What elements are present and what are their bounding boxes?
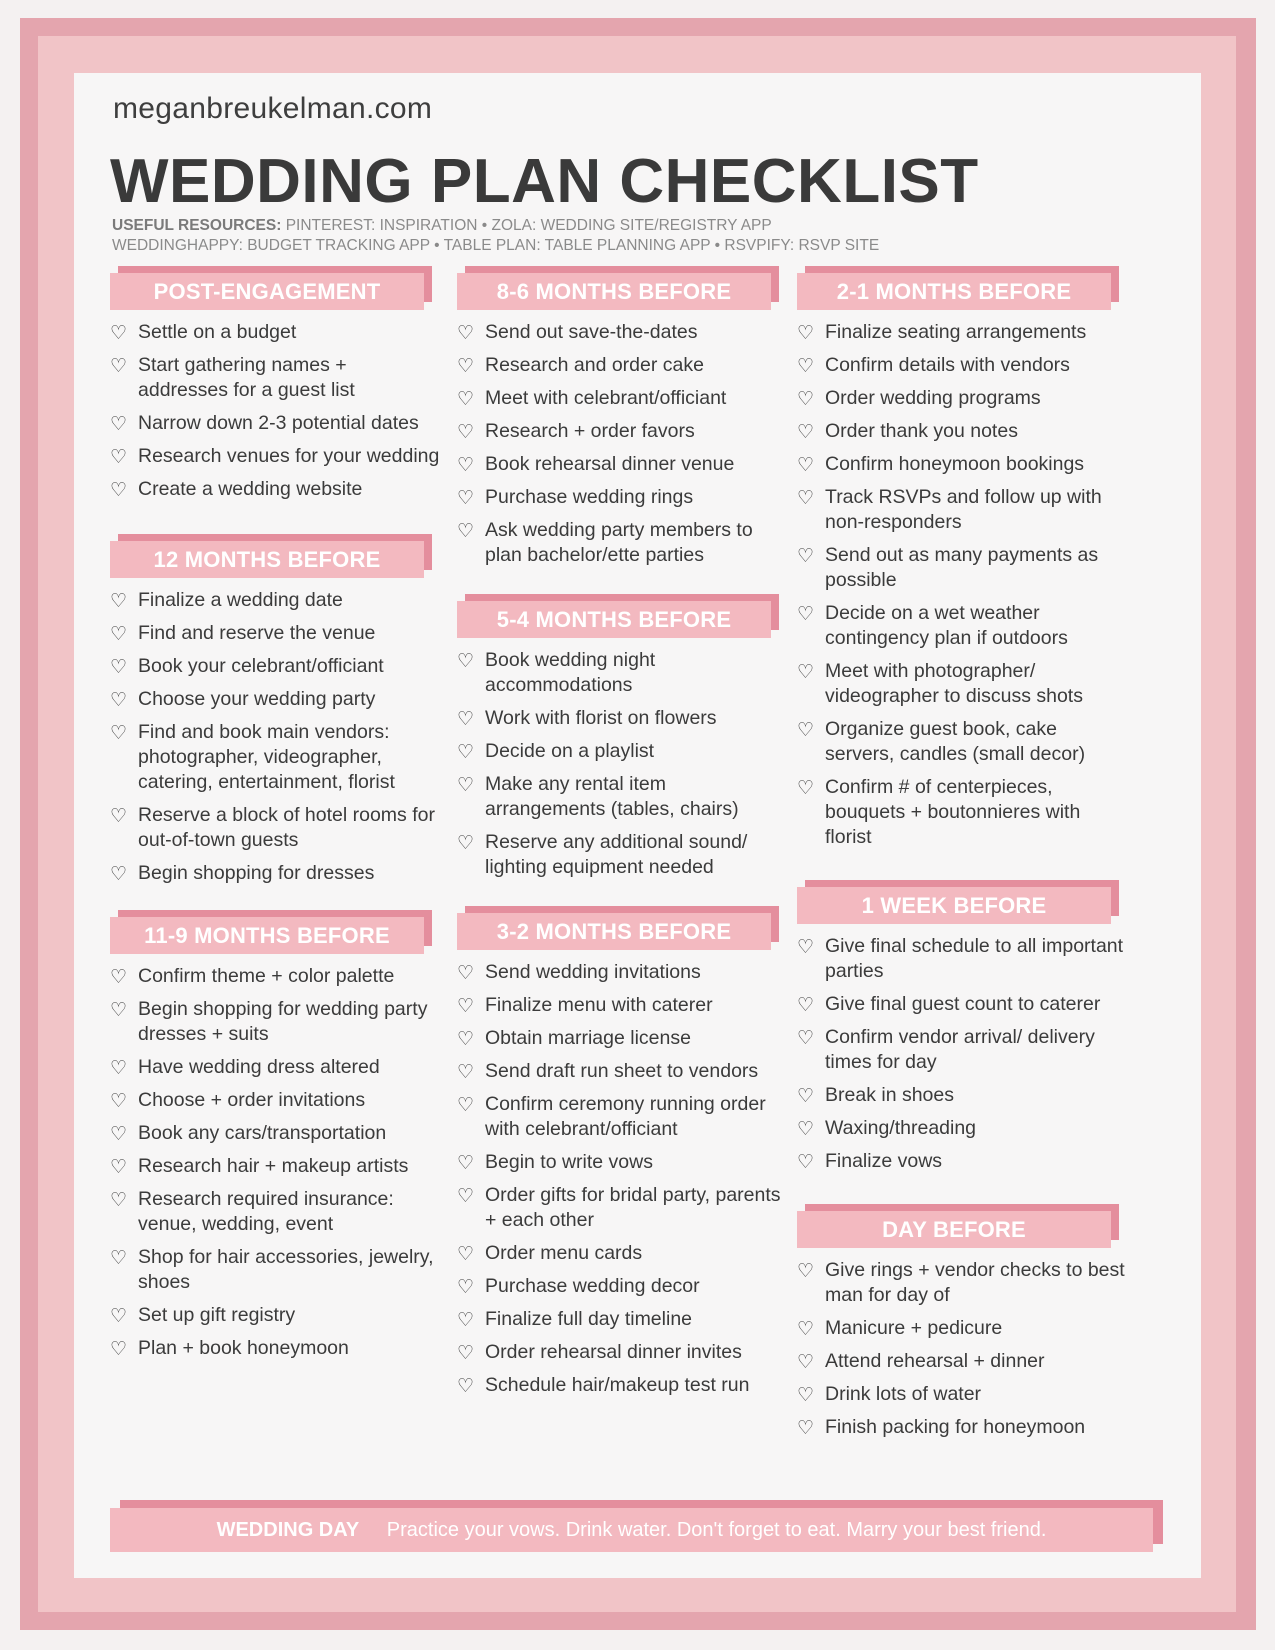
heart-checkbox-icon[interactable]: ♡ [797,1352,815,1373]
checklist-item-label: Finalize vows [825,1150,943,1172]
checklist-item-label: Book wedding night accommodations [485,649,656,696]
checklist-item[interactable] [797,1083,1127,1108]
heart-checkbox-icon[interactable]: ♡ [457,1310,475,1331]
heart-checkbox-icon[interactable]: ♡ [110,723,128,744]
heart-checkbox-icon[interactable]: ♡ [797,488,815,509]
checklist-item[interactable] [797,1382,1127,1407]
checklist-item-label: Make any rental item arrangements (tables, chairs) [485,773,739,820]
checklist-section [457,266,787,568]
checklist-item-label: Manicure + pedicure [825,1317,1003,1339]
heart-checkbox-icon[interactable]: ♡ [457,488,475,509]
heart-checkbox-icon[interactable]: ♡ [797,1261,815,1282]
checklist-item[interactable] [457,1340,787,1365]
checklist-item[interactable] [110,1187,440,1237]
checklist-item[interactable] [457,1059,787,1084]
section-header [797,880,1119,924]
checklist-item-label: Find and book main vendors: photographer, videographer, catering, entertainment, florist [138,721,395,793]
checklist-item[interactable] [110,1303,440,1328]
heart-checkbox-icon[interactable]: ♡ [797,1418,815,1439]
checklist-item-label: Reserve a block of hotel rooms for out-of-town guests [138,804,435,851]
checklist-item[interactable] [457,648,787,698]
heart-checkbox-icon[interactable]: ♡ [457,963,475,984]
checklist-item-label: Confirm ceremony running order with celebrant/officiant [485,1093,766,1140]
checklist-section [110,266,440,502]
checklist [797,1258,1127,1440]
checklist-item-label: Purchase wedding decor [485,1275,700,1297]
checklist-item[interactable] [110,320,440,345]
checklist-item-label: Waxing/threading [825,1117,977,1139]
checklist-item-label: Book your celebrant/officiant [138,655,384,677]
checklist-section [457,906,787,1398]
checklist-item-label: Schedule hair/makeup test run [485,1374,750,1396]
checklist-item-label: Track RSVPs and follow up with non-responders [825,486,1102,533]
heart-checkbox-icon[interactable]: ♡ [110,864,128,885]
checklist-item[interactable] [797,353,1127,378]
resources-line-2: WEDDINGHAPPY: BUDGET TRACKING APP • TABLE PLAN: TABLE PLANNING APP • RSVPIFY: RSVP SITE [112,237,880,254]
checklist-section [110,910,440,1361]
checklist-item[interactable] [797,419,1127,444]
checklist-item-label: Send wedding invitations [485,961,701,983]
checklist-item[interactable] [457,353,787,378]
checklist-item-label: Send draft run sheet to vendors [485,1060,759,1082]
checklist-item[interactable] [457,1026,787,1051]
heart-checkbox-icon[interactable]: ♡ [457,422,475,443]
heart-checkbox-icon[interactable]: ♡ [797,455,815,476]
checklist-item[interactable] [457,1274,787,1299]
checklist-item-label: Order thank you notes [825,420,1018,442]
checklist [457,648,787,880]
checklist-item-label: Finish packing for honeymoon [825,1416,1086,1438]
checklist-item[interactable] [797,452,1127,477]
checklist-item-label: Book rehearsal dinner venue [485,453,735,475]
checklist-item[interactable] [797,992,1127,1017]
section-title: 1 WEEK BEFORE [797,887,1111,924]
heart-checkbox-icon[interactable]: ♡ [110,1157,128,1178]
banner-text: Practice your vows. Drink water. Don't forget to eat. Marry your best friend. [386,1519,1047,1541]
checklist-item[interactable] [110,861,440,886]
checklist [457,320,787,568]
checklist-item[interactable] [457,419,787,444]
checklist [457,960,787,1398]
checklist-item-label: Confirm vendor arrival/ delivery times for day [825,1026,1095,1073]
checklist-item[interactable] [110,1154,440,1179]
section-title: POST-ENGAGEMENT [110,273,424,310]
heart-checkbox-icon[interactable]: ♡ [457,323,475,344]
useful-resources [112,216,879,256]
checklist-item-label: Research hair + makeup artists [138,1155,409,1177]
checklist-item-label: Begin shopping for dresses [138,862,375,884]
section-title: 12 MONTHS BEFORE [110,541,424,578]
heart-checkbox-icon[interactable]: ♡ [797,389,815,410]
checklist-item[interactable] [797,601,1127,651]
wedding-day-banner [110,1500,1163,1552]
checklist-item-label: Order wedding programs [825,387,1041,409]
section-title: 8-6 MONTHS BEFORE [457,273,771,310]
checklist-item-label: Send out as many payments as possible [825,544,1099,591]
checklist-item[interactable] [797,1258,1127,1308]
checklist-item-label: Give final schedule to all important parties [825,935,1124,982]
checklist-item[interactable] [457,386,787,411]
heart-checkbox-icon[interactable]: ♡ [110,1306,128,1327]
checklist-item-label: Finalize menu with caterer [485,994,713,1016]
checklist-item-label: Find and reserve the venue [138,622,376,644]
checklist-item-label: Break in shoes [825,1084,954,1106]
checklist-item-label: Order gifts for bridal party, parents + each other [485,1184,781,1231]
checklist-item[interactable] [110,588,440,613]
banner-label: WEDDING DAY [216,1519,360,1541]
heart-checkbox-icon[interactable]: ♡ [797,604,815,625]
heart-checkbox-icon[interactable]: ♡ [797,422,815,443]
section-header [110,266,432,310]
checklist-item-label: Order rehearsal dinner invites [485,1341,742,1363]
checklist-item[interactable] [110,964,440,989]
checklist-item[interactable] [457,706,787,731]
checklist-item[interactable] [457,830,787,880]
heart-checkbox-icon[interactable]: ♡ [110,806,128,827]
section-title: 3-2 MONTHS BEFORE [457,913,771,950]
checklist-item-label: Plan + book honeymoon [138,1337,349,1359]
heart-checkbox-icon[interactable]: ♡ [457,1029,475,1050]
checklist-item-label: Book any cars/transportation [138,1122,387,1144]
heart-checkbox-icon[interactable]: ♡ [110,690,128,711]
checklist-item-label: Give final guest count to caterer [825,993,1101,1015]
heart-checkbox-icon[interactable]: ♡ [110,1248,128,1269]
site-url: meganbreukelman.com [113,92,433,125]
section-title: 5-4 MONTHS BEFORE [457,601,771,638]
checklist-item-label: Begin to write vows [485,1151,653,1173]
checklist-item-label: Choose your wedding party [138,688,376,710]
resources-list-1: PINTEREST: INSPIRATION • ZOLA: WEDDING SITE/REGISTRY APP [285,217,772,234]
checklist-section [110,534,440,886]
heart-checkbox-icon[interactable]: ♡ [457,455,475,476]
checklist-item-label: Choose + order invitations [138,1089,366,1111]
checklist-item[interactable] [797,1349,1127,1374]
checklist-item[interactable] [797,386,1127,411]
checklist-item[interactable] [110,687,440,712]
checklist-item-label: Order menu cards [485,1242,643,1264]
checklist-item[interactable] [457,960,787,985]
heart-checkbox-icon[interactable]: ♡ [457,775,475,796]
checklist-item[interactable] [110,997,440,1047]
heart-checkbox-icon[interactable]: ♡ [797,323,815,344]
heart-checkbox-icon[interactable]: ♡ [457,742,475,763]
heart-checkbox-icon[interactable]: ♡ [797,546,815,567]
heart-checkbox-icon[interactable]: ♡ [110,480,128,501]
checklist-item[interactable] [110,477,440,502]
checklist-item[interactable] [457,772,787,822]
heart-checkbox-icon[interactable]: ♡ [797,1385,815,1406]
heart-checkbox-icon[interactable]: ♡ [110,591,128,612]
heart-checkbox-icon[interactable]: ♡ [457,1376,475,1397]
heart-checkbox-icon[interactable]: ♡ [457,1095,475,1116]
checklist-item[interactable] [110,803,440,853]
checklist-item-label: Organize guest book, cake servers, candles (small decor) [825,718,1086,765]
checklist-item[interactable] [110,353,440,403]
checklist-item[interactable] [457,1150,787,1175]
checklist-item[interactable] [457,452,787,477]
heart-checkbox-icon[interactable]: ♡ [110,1339,128,1360]
column-1 [110,266,440,1385]
checklist-item-label: Confirm # of centerpieces, bouquets + boutonnieres with florist [825,776,1081,848]
checklist [797,320,1127,850]
page-title: WEDDING PLAN CHECKLIST [110,147,979,216]
heart-checkbox-icon[interactable]: ♡ [110,1058,128,1079]
checklist-item[interactable] [457,739,787,764]
heart-checkbox-icon[interactable]: ♡ [797,1119,815,1140]
checklist-item-label: Create a wedding website [138,478,363,500]
heart-checkbox-icon[interactable]: ♡ [110,1000,128,1021]
checklist-item[interactable] [110,1336,440,1361]
heart-checkbox-icon[interactable]: ♡ [110,356,128,377]
checklist-item[interactable] [457,993,787,1018]
heart-checkbox-icon[interactable]: ♡ [110,1124,128,1145]
section-header [797,1204,1119,1248]
heart-checkbox-icon[interactable]: ♡ [457,1277,475,1298]
section-header [797,266,1119,310]
section-header [457,906,779,950]
checklist-item[interactable] [797,659,1127,709]
checklist-item[interactable] [797,1415,1127,1440]
checklist-item-label: Finalize seating arrangements [825,321,1087,343]
checklist-item[interactable] [110,621,440,646]
checklist-item[interactable] [110,654,440,679]
column-2 [457,266,787,1422]
checklist-item[interactable] [457,518,787,568]
heart-checkbox-icon[interactable]: ♡ [110,323,128,344]
checklist-item-label: Set up gift registry [138,1304,296,1326]
checklist-item[interactable] [797,320,1127,345]
checklist [110,320,440,502]
checklist-item[interactable] [457,485,787,510]
section-title: 2-1 MONTHS BEFORE [797,273,1111,310]
heart-checkbox-icon[interactable]: ♡ [110,624,128,645]
checklist-item-label: Research required insurance: venue, wedding, event [138,1188,394,1235]
checklist-item[interactable] [110,444,440,469]
heart-checkbox-icon[interactable]: ♡ [457,356,475,377]
heart-checkbox-icon[interactable]: ♡ [797,937,815,958]
heart-checkbox-icon[interactable]: ♡ [110,967,128,988]
checklist-item-label: Begin shopping for wedding party dresses + suits [138,998,428,1045]
checklist-item-label: Meet with photographer/ videographer to discuss shots [825,660,1083,707]
heart-checkbox-icon[interactable]: ♡ [797,995,815,1016]
heart-checkbox-icon[interactable]: ♡ [457,521,475,542]
heart-checkbox-icon[interactable]: ♡ [110,1190,128,1211]
checklist-item-label: Meet with celebrant/officiant [485,387,727,409]
heart-checkbox-icon[interactable]: ♡ [797,1028,815,1049]
heart-checkbox-icon[interactable]: ♡ [457,833,475,854]
checklist-item-label: Start gathering names + addresses for a guest list [138,354,355,401]
checklist-item[interactable] [110,1055,440,1080]
checklist-item[interactable] [457,1183,787,1233]
section-header [457,594,779,638]
heart-checkbox-icon[interactable]: ♡ [797,662,815,683]
resources-label: USEFUL RESOURCES: [112,217,282,234]
checklist-section [797,266,1127,850]
checklist-item-label: Work with florist on flowers [485,707,717,729]
checklist-item[interactable] [110,1088,440,1113]
checklist-item[interactable] [110,720,440,795]
checklist-item[interactable] [797,485,1127,535]
section-title: 11-9 MONTHS BEFORE [110,917,424,954]
checklist-item-label: Confirm details with vendors [825,354,1070,376]
checklist-item-label: Purchase wedding rings [485,486,694,508]
heart-checkbox-icon[interactable]: ♡ [110,447,128,468]
heart-checkbox-icon[interactable]: ♡ [457,1153,475,1174]
heart-checkbox-icon[interactable]: ♡ [797,720,815,741]
heart-checkbox-icon[interactable]: ♡ [797,778,815,799]
heart-checkbox-icon[interactable]: ♡ [457,1186,475,1207]
checklist-item-label: Have wedding dress altered [138,1056,380,1078]
checklist-item[interactable] [797,543,1127,593]
heart-checkbox-icon[interactable]: ♡ [457,1343,475,1364]
section-title: DAY BEFORE [797,1211,1111,1248]
checklist-item-label: Settle on a budget [138,321,297,343]
checklist-item-label: Obtain marriage license [485,1027,691,1049]
checklist-item-label: Finalize full day timeline [485,1308,693,1330]
resources-line-1 [112,216,879,236]
checklist-item-label: Research and order cake [485,354,704,376]
checklist-item[interactable] [797,717,1127,767]
heart-checkbox-icon[interactable]: ♡ [457,651,475,672]
checklist-item-label: Ask wedding party members to plan bachelor/ette parties [485,519,753,566]
heart-checkbox-icon[interactable]: ♡ [110,414,128,435]
checklist-item[interactable] [797,934,1127,984]
checklist-item[interactable] [457,320,787,345]
checklist [110,588,440,886]
checklist-item[interactable] [797,1316,1127,1341]
section-header [110,910,432,954]
section-header [110,534,432,578]
heart-checkbox-icon[interactable]: ♡ [457,996,475,1017]
heart-checkbox-icon[interactable]: ♡ [457,1244,475,1265]
heart-checkbox-icon[interactable]: ♡ [797,1086,815,1107]
heart-checkbox-icon[interactable]: ♡ [457,709,475,730]
banner-body [110,1508,1153,1552]
checklist-item-label: Confirm theme + color palette [138,965,395,987]
checklist-item-label: Send out save-the-dates [485,321,698,343]
checklist-item[interactable] [110,1121,440,1146]
heart-checkbox-icon[interactable]: ♡ [457,1062,475,1083]
checklist-section [797,1204,1127,1440]
checklist-item-label: Reserve any additional sound/ lighting equipment needed [485,831,748,878]
checklist-item[interactable] [457,1092,787,1142]
heart-checkbox-icon[interactable]: ♡ [457,389,475,410]
checklist-item-label: Research venues for your wedding [138,445,440,467]
checklist-item[interactable] [457,1241,787,1266]
column-3 [797,266,1127,1464]
checklist-item-label: Narrow down 2-3 potential dates [138,412,419,434]
heart-checkbox-icon[interactable]: ♡ [797,1152,815,1173]
heart-checkbox-icon[interactable]: ♡ [797,1319,815,1340]
heart-checkbox-icon[interactable]: ♡ [110,1091,128,1112]
checklist-item[interactable] [110,1245,440,1295]
checklist-section [457,594,787,880]
checklist-section [797,880,1127,1174]
section-header [457,266,779,310]
checklist-item[interactable] [110,411,440,436]
heart-checkbox-icon[interactable]: ♡ [110,657,128,678]
checklist-item-label: Attend rehearsal + dinner [825,1350,1045,1372]
checklist-item-label: Shop for hair accessories, jewelry, shoes [138,1246,434,1293]
checklist-item-label: Decide on a playlist [485,740,655,762]
checklist-item-label: Give rings + vendor checks to best man for day of [825,1259,1125,1306]
checklist-item[interactable] [797,1025,1127,1075]
checklist-item-label: Decide on a wet weather contingency plan if outdoors [825,602,1068,649]
checklist-item-label: Drink lots of water [825,1383,982,1405]
checklist [797,934,1127,1174]
checklist-item[interactable] [457,1307,787,1332]
checklist-item-label: Confirm honeymoon bookings [825,453,1085,475]
checklist-item[interactable] [797,775,1127,850]
checklist-item[interactable] [457,1373,787,1398]
checklist-item[interactable] [797,1116,1127,1141]
checklist-item-label: Research + order favors [485,420,695,442]
checklist [110,964,440,1361]
heart-checkbox-icon[interactable]: ♡ [797,356,815,377]
checklist-item-label: Finalize a wedding date [138,589,343,611]
checklist-item[interactable] [797,1149,1127,1174]
